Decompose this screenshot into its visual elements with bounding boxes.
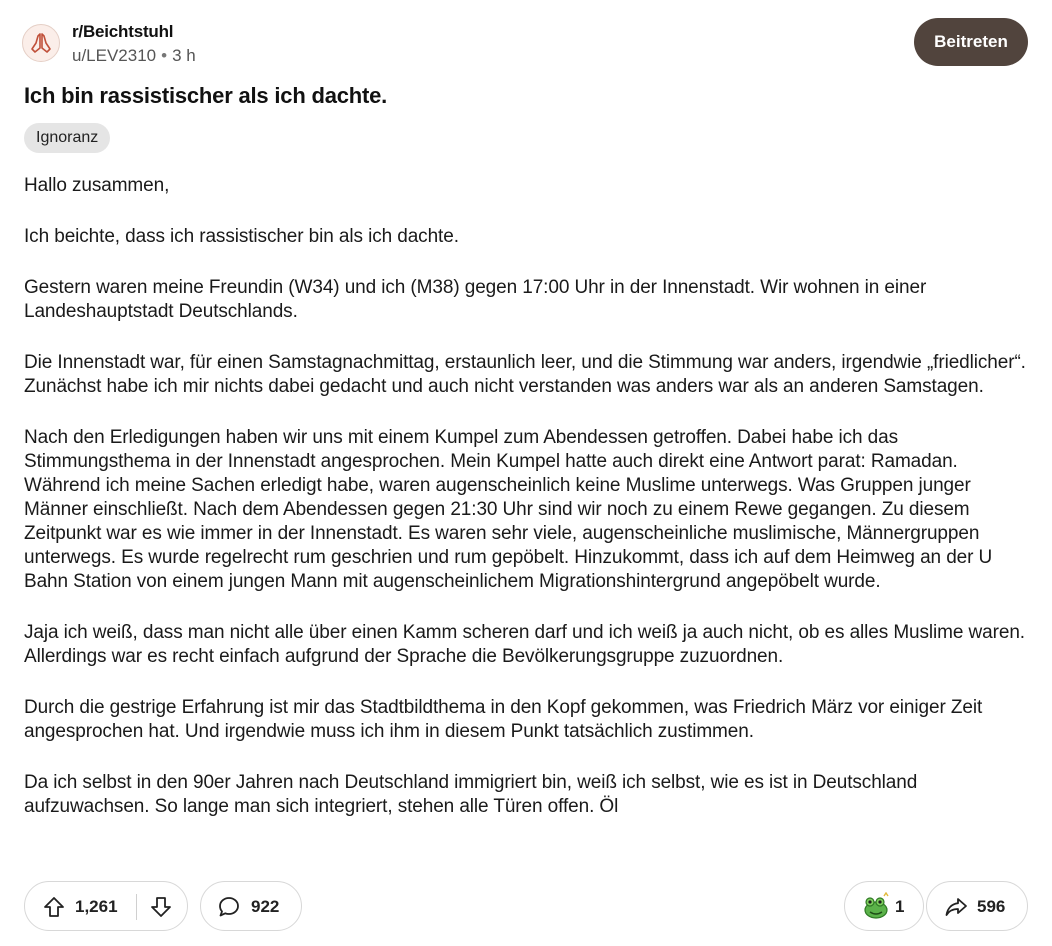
upvote-count: 1,261 (75, 897, 118, 916)
paragraph: Jaja ich weiß, dass man nicht alle über einen Kamm scheren darf und ich weiß ja auch nicht, ob es alles Muslime waren. Allerdings war es recht einfach aufgrund der Sprache die Bevölkerungsgruppe zuzuordnen. (24, 622, 1025, 667)
praying-hands-icon[interactable] (22, 24, 60, 62)
post-flair[interactable]: Ignoranz (24, 123, 110, 153)
post-body (24, 174, 1028, 846)
paragraph: Nach den Erledigungen haben wir uns mit einem Kumpel zum Abendessen getroffen. Dabei habe ich das Stimmungsthema in der Innenstadt angesprochen. Mein Kumpel hatte auch direkt eine Antwort parat: Ramadan. Während ich meine Sachen erledigt habe, waren augenscheinlich keine Muslime unterwegs. Was Gruppen junger Männer einschließt. Nach dem Abendessen gegen 21:30 Uhr sind wir noch zu einem Rewe gegangen. Zu diesem Zeitpunkt war es wie immer in der Innenstadt. Es waren sehr viele, augenscheinliche muslimische, Männergruppen unterwegs. Es wurde regelrecht rum geschrien und rum gepöbelt. Hinzukommt, dass ich auf dem Heimweg an der U Bahn Station von einem jungen Mann mit augenscheinlichem Migrationshintergrund angepöbelt wurde. (24, 427, 993, 592)
share-count: 596 (977, 897, 1006, 916)
arrow-up-icon[interactable] (42, 895, 66, 924)
post-time: 3 h (172, 46, 196, 65)
share-arrow-icon (944, 895, 968, 924)
paragraph: Da ich selbst in den 90er Jahren nach Deutschland immigriert bin, weiß ich selbst, wie es ist in Deutschland aufzuwachsen. So lange man sich integriert, stehen alle Türen offen. Öl (24, 772, 918, 817)
frog-award-icon (861, 892, 891, 927)
meta-separator: • (161, 46, 168, 65)
join-button[interactable]: Beitreten (914, 18, 1028, 66)
speech-bubble-icon (217, 895, 241, 924)
share-button[interactable] (926, 881, 1028, 931)
post-title[interactable]: Ich bin rassistischer als ich dachte. (24, 83, 388, 108)
author-line (72, 44, 196, 68)
author-name[interactable]: u/LEV2310 (72, 46, 157, 65)
post-meta (72, 21, 196, 68)
award-count: 1 (895, 897, 905, 916)
comment-count: 922 (251, 897, 280, 916)
post-header (22, 18, 1028, 68)
paragraph: Die Innenstadt war, für einen Samstagnachmittag, erstaunlich leer, und die Stimmung war anders, irgendwie „friedlicher“. Zunächst habe ich mir nichts dabei gedacht und auch nicht verstanden was anders war als an anderen Samstagen. (24, 352, 1026, 397)
action-bar (24, 881, 1028, 931)
paragraph: Hallo zusammen, (24, 175, 170, 196)
vote-divider (136, 894, 137, 920)
comments-button[interactable] (200, 881, 302, 931)
subreddit-name[interactable]: r/Beichtstuhl (72, 22, 174, 41)
vote-control (24, 881, 188, 931)
paragraph: Durch die gestrige Erfahrung ist mir das Stadtbildthema in den Kopf gekommen, was Friedrich März vor einiger Zeit angesprochen hat. Und irgendwie muss ich ihm in diesem Punkt tatsächlich zustimmen. (24, 697, 983, 742)
paragraph: Ich beichte, dass ich rassistischer bin als ich dachte. (24, 226, 459, 247)
arrow-down-icon[interactable] (149, 895, 173, 924)
award-button[interactable] (844, 881, 924, 931)
paragraph: Gestern waren meine Freundin (W34) und ich (M38) gegen 17:00 Uhr in der Innenstadt. Wir wohnen in einer Landeshauptstadt Deutschlands. (24, 277, 927, 322)
